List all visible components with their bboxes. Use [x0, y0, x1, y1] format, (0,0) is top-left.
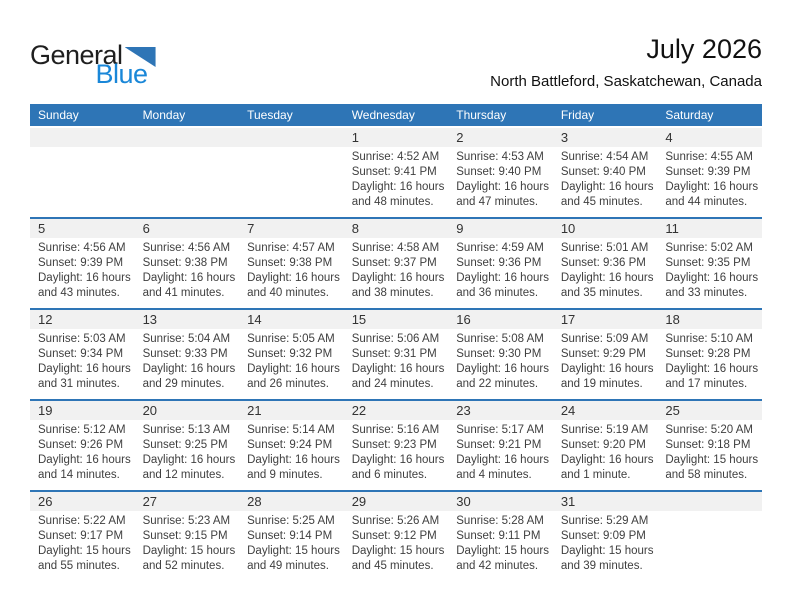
- day-cell: [448, 491, 553, 581]
- sunset-text: Sunset: 9:36 PM: [560, 257, 646, 269]
- daylight-text-line1: Daylight: 16 hours: [456, 363, 549, 375]
- daylight-text-line2: and 42 minutes.: [456, 560, 539, 572]
- day-number: 22: [344, 401, 449, 420]
- week-row: [30, 218, 762, 309]
- title-block: [490, 34, 762, 90]
- day-number: 19: [30, 401, 135, 420]
- daylight-text-line1: Daylight: 16 hours: [351, 454, 445, 466]
- weekday-header-row: [30, 104, 762, 127]
- sunset-text: Sunset: 9:29 PM: [560, 348, 646, 360]
- sunset-text: Sunset: 9:34 PM: [38, 348, 124, 360]
- sunset-text: Sunset: 9:21 PM: [456, 439, 542, 451]
- day-number: 4: [657, 128, 762, 147]
- day-cell: [657, 127, 762, 218]
- daylight-text-line2: and 4 minutes.: [456, 469, 532, 481]
- daylight-text-line1: Daylight: 16 hours: [247, 272, 340, 284]
- weekday-header-monday: Monday: [135, 104, 240, 127]
- sunrise-text: Sunrise: 5:12 AM: [38, 424, 126, 436]
- day-cell: [657, 309, 762, 400]
- daylight-text-line2: and 45 minutes.: [560, 196, 643, 208]
- daylight-text-line1: Daylight: 16 hours: [665, 363, 759, 375]
- sunrise-text: Sunrise: 5:13 AM: [142, 424, 231, 436]
- day-number: 29: [344, 492, 449, 511]
- daylight-text-line2: and 36 minutes.: [456, 287, 539, 299]
- daylight-text-line2: and 26 minutes.: [247, 378, 329, 390]
- sunset-text: Sunset: 9:14 PM: [247, 530, 333, 542]
- weekday-header-saturday: Saturday: [657, 104, 762, 127]
- day-number: 26: [30, 492, 135, 511]
- daylight-text-line2: and 24 minutes.: [351, 378, 434, 390]
- weekday-header-thursday: Thursday: [448, 104, 553, 127]
- day-cell: [135, 127, 240, 218]
- daylight-text-line1: Daylight: 15 hours: [247, 545, 340, 557]
- sunrise-text: Sunrise: 4:56 AM: [38, 242, 126, 254]
- sunrise-text: Sunrise: 4:53 AM: [456, 151, 544, 163]
- day-number: 3: [553, 128, 658, 147]
- sunset-text: Sunset: 9:37 PM: [351, 257, 437, 269]
- day-cell: [448, 127, 553, 218]
- sunrise-text: Sunrise: 5:03 AM: [38, 333, 126, 345]
- sunset-text: Sunset: 9:17 PM: [38, 530, 124, 542]
- sunset-text: Sunset: 9:33 PM: [142, 348, 228, 360]
- daylight-text-line2: and 55 minutes.: [38, 560, 120, 572]
- logo-text-general: General: [30, 40, 123, 70]
- daylight-text-line1: Daylight: 15 hours: [38, 545, 131, 557]
- daylight-text-line2: and 14 minutes.: [38, 469, 120, 481]
- sunrise-text: Sunrise: 5:29 AM: [560, 515, 649, 527]
- sunrise-text: Sunrise: 4:59 AM: [456, 242, 544, 254]
- sunrise-text: Sunrise: 5:22 AM: [38, 515, 126, 527]
- day-cell: [239, 400, 344, 491]
- daylight-text-line1: Daylight: 16 hours: [456, 272, 549, 284]
- sunset-text: Sunset: 9:39 PM: [38, 257, 124, 269]
- sunrise-text: Sunrise: 5:09 AM: [560, 333, 649, 345]
- daylight-text-line1: Daylight: 15 hours: [665, 454, 759, 466]
- sunrise-text: Sunrise: 5:23 AM: [142, 515, 231, 527]
- daylight-text-line2: and 52 minutes.: [142, 560, 225, 572]
- day-cell: [135, 218, 240, 309]
- daylight-text-line1: Daylight: 16 hours: [142, 272, 236, 284]
- sunset-text: Sunset: 9:41 PM: [351, 166, 437, 178]
- day-number: [657, 492, 762, 511]
- general-blue-logo: [30, 40, 156, 89]
- day-cell: [239, 491, 344, 581]
- weekday-header-wednesday: Wednesday: [344, 104, 449, 127]
- day-number: 12: [30, 310, 135, 329]
- day-cell: [135, 491, 240, 581]
- daylight-text-line2: and 39 minutes.: [560, 560, 643, 572]
- daylight-text-line2: and 41 minutes.: [142, 287, 225, 299]
- day-number: 2: [448, 128, 553, 147]
- sunset-text: Sunset: 9:35 PM: [665, 257, 751, 269]
- day-cell: [344, 400, 449, 491]
- day-cell: [239, 309, 344, 400]
- day-cell: [239, 127, 344, 218]
- daylight-text-line1: Daylight: 16 hours: [560, 181, 654, 193]
- sunrise-text: Sunrise: 5:14 AM: [247, 424, 335, 436]
- day-number: 25: [657, 401, 762, 420]
- day-number: 15: [344, 310, 449, 329]
- sunrise-text: Sunrise: 5:28 AM: [456, 515, 544, 527]
- sunrise-text: Sunrise: 4:55 AM: [665, 151, 753, 163]
- daylight-text-line2: and 49 minutes.: [247, 560, 329, 572]
- day-number: 11: [657, 219, 762, 238]
- day-number: 23: [448, 401, 553, 420]
- sunrise-text: Sunrise: 4:58 AM: [351, 242, 440, 254]
- daylight-text-line2: and 6 minutes.: [351, 469, 428, 481]
- sunrise-text: Sunrise: 5:01 AM: [560, 242, 649, 254]
- day-cell: [448, 309, 553, 400]
- day-cell: [553, 400, 658, 491]
- week-row: [30, 491, 762, 581]
- daylight-text-line1: Daylight: 16 hours: [142, 454, 236, 466]
- day-cell: [344, 218, 449, 309]
- day-cell: [135, 309, 240, 400]
- sunset-text: Sunset: 9:25 PM: [142, 439, 228, 451]
- sunset-text: Sunset: 9:30 PM: [456, 348, 542, 360]
- day-cell: [657, 400, 762, 491]
- day-cell: [239, 218, 344, 309]
- day-number: 28: [239, 492, 344, 511]
- day-number: 1: [344, 128, 449, 147]
- daylight-text-line2: and 43 minutes.: [38, 287, 120, 299]
- daylight-text-line1: Daylight: 16 hours: [456, 181, 549, 193]
- day-cell: [657, 491, 762, 581]
- day-number: 27: [135, 492, 240, 511]
- week-row: [30, 127, 762, 218]
- daylight-text-line2: and 17 minutes.: [665, 378, 748, 390]
- daylight-text-line2: and 45 minutes.: [351, 560, 434, 572]
- sunset-text: Sunset: 9:18 PM: [665, 439, 751, 451]
- day-number: [239, 128, 344, 147]
- day-cell: [344, 309, 449, 400]
- daylight-text-line1: Daylight: 16 hours: [247, 363, 340, 375]
- daylight-text-line1: Daylight: 16 hours: [351, 272, 445, 284]
- daylight-text-line2: and 19 minutes.: [560, 378, 643, 390]
- daylight-text-line1: Daylight: 16 hours: [560, 454, 654, 466]
- daylight-text-line2: and 58 minutes.: [665, 469, 748, 481]
- day-number: 21: [239, 401, 344, 420]
- sunset-text: Sunset: 9:36 PM: [456, 257, 542, 269]
- sunrise-text: Sunrise: 5:10 AM: [665, 333, 753, 345]
- sunset-text: Sunset: 9:09 PM: [560, 530, 646, 542]
- weekday-header-sunday: Sunday: [30, 104, 135, 127]
- day-number: 13: [135, 310, 240, 329]
- daylight-text-line1: Daylight: 16 hours: [351, 181, 445, 193]
- day-cell: [30, 309, 135, 400]
- sunset-text: Sunset: 9:15 PM: [142, 530, 228, 542]
- daylight-text-line2: and 1 minute.: [560, 469, 631, 481]
- daylight-text-line2: and 47 minutes.: [456, 196, 539, 208]
- daylight-text-line1: Daylight: 16 hours: [38, 272, 131, 284]
- daylight-text-line1: Daylight: 15 hours: [142, 545, 236, 557]
- sunrise-text: Sunrise: 5:19 AM: [560, 424, 649, 436]
- daylight-text-line1: Daylight: 15 hours: [456, 545, 549, 557]
- daylight-text-line1: Daylight: 16 hours: [665, 272, 759, 284]
- daylight-text-line2: and 12 minutes.: [142, 469, 225, 481]
- day-cell: [344, 491, 449, 581]
- day-cell: [553, 309, 658, 400]
- sunset-text: Sunset: 9:32 PM: [247, 348, 333, 360]
- day-number: [135, 128, 240, 147]
- day-number: 30: [448, 492, 553, 511]
- daylight-text-line1: Daylight: 16 hours: [560, 363, 654, 375]
- day-cell: [30, 218, 135, 309]
- sunset-text: Sunset: 9:39 PM: [665, 166, 751, 178]
- day-number: 6: [135, 219, 240, 238]
- daylight-text-line2: and 40 minutes.: [247, 287, 329, 299]
- sunset-text: Sunset: 9:26 PM: [38, 439, 124, 451]
- daylight-text-line2: and 29 minutes.: [142, 378, 225, 390]
- daylight-text-line2: and 48 minutes.: [351, 196, 434, 208]
- sunset-text: Sunset: 9:12 PM: [351, 530, 437, 542]
- day-cell: [657, 218, 762, 309]
- daylight-text-line1: Daylight: 16 hours: [38, 363, 131, 375]
- daylight-text-line1: Daylight: 16 hours: [142, 363, 236, 375]
- sunrise-text: Sunrise: 5:25 AM: [247, 515, 335, 527]
- day-cell: [553, 218, 658, 309]
- day-number: 7: [239, 219, 344, 238]
- weekday-header-tuesday: Tuesday: [239, 104, 344, 127]
- day-cell: [30, 127, 135, 218]
- day-number: 16: [448, 310, 553, 329]
- daylight-text-line1: Daylight: 16 hours: [560, 272, 654, 284]
- day-number: 31: [553, 492, 658, 511]
- weekday-header-friday: Friday: [553, 104, 658, 127]
- day-cell: [448, 400, 553, 491]
- day-cell: [30, 491, 135, 581]
- sunrise-text: Sunrise: 5:26 AM: [351, 515, 440, 527]
- day-number: [30, 128, 135, 147]
- location-subtitle: North Battleford, Saskatchewan, Canada: [490, 73, 762, 90]
- sunset-text: Sunset: 9:38 PM: [142, 257, 228, 269]
- daylight-text-line2: and 31 minutes.: [38, 378, 120, 390]
- sunrise-text: Sunrise: 4:57 AM: [247, 242, 335, 254]
- sunset-text: Sunset: 9:24 PM: [247, 439, 333, 451]
- day-number: 24: [553, 401, 658, 420]
- day-cell: [553, 491, 658, 581]
- page-header: [30, 34, 762, 90]
- day-number: 8: [344, 219, 449, 238]
- day-number: 18: [657, 310, 762, 329]
- daylight-text-line2: and 22 minutes.: [456, 378, 539, 390]
- daylight-text-line1: Daylight: 15 hours: [351, 545, 445, 557]
- daylight-text-line1: Daylight: 16 hours: [665, 181, 759, 193]
- day-number: 10: [553, 219, 658, 238]
- week-row: [30, 400, 762, 491]
- logo-text-blue: Blue: [95, 59, 148, 89]
- sunrise-text: Sunrise: 4:56 AM: [142, 242, 231, 254]
- sunrise-text: Sunrise: 5:08 AM: [456, 333, 544, 345]
- daylight-text-line1: Daylight: 16 hours: [456, 454, 549, 466]
- day-cell: [553, 127, 658, 218]
- sunrise-text: Sunrise: 4:52 AM: [351, 151, 440, 163]
- daylight-text-line1: Daylight: 16 hours: [351, 363, 445, 375]
- month-title: July 2026: [646, 34, 762, 64]
- sunset-text: Sunset: 9:38 PM: [247, 257, 333, 269]
- sunrise-text: Sunrise: 5:06 AM: [351, 333, 440, 345]
- day-cell: [448, 218, 553, 309]
- daylight-text-line2: and 35 minutes.: [560, 287, 643, 299]
- sunrise-text: Sunrise: 4:54 AM: [560, 151, 649, 163]
- sunset-text: Sunset: 9:31 PM: [351, 348, 437, 360]
- day-cell: [344, 127, 449, 218]
- calendar-table: [30, 104, 762, 581]
- daylight-text-line2: and 44 minutes.: [665, 196, 748, 208]
- daylight-text-line2: and 9 minutes.: [247, 469, 323, 481]
- day-cell: [135, 400, 240, 491]
- daylight-text-line1: Daylight: 16 hours: [38, 454, 131, 466]
- sunset-text: Sunset: 9:20 PM: [560, 439, 646, 451]
- sunrise-text: Sunrise: 5:02 AM: [665, 242, 753, 254]
- sunrise-text: Sunrise: 5:17 AM: [456, 424, 544, 436]
- sunset-text: Sunset: 9:28 PM: [665, 348, 751, 360]
- sunrise-text: Sunrise: 5:05 AM: [247, 333, 335, 345]
- day-number: 20: [135, 401, 240, 420]
- day-number: 17: [553, 310, 658, 329]
- day-number: 5: [30, 219, 135, 238]
- sunset-text: Sunset: 9:40 PM: [560, 166, 646, 178]
- day-number: 9: [448, 219, 553, 238]
- sunrise-text: Sunrise: 5:16 AM: [351, 424, 440, 436]
- sunrise-text: Sunrise: 5:04 AM: [142, 333, 231, 345]
- day-number: 14: [239, 310, 344, 329]
- sunset-text: Sunset: 9:11 PM: [456, 530, 541, 542]
- daylight-text-line2: and 38 minutes.: [351, 287, 434, 299]
- sunrise-text: Sunrise: 5:20 AM: [665, 424, 753, 436]
- daylight-text-line2: and 33 minutes.: [665, 287, 748, 299]
- week-row: [30, 309, 762, 400]
- sunset-text: Sunset: 9:23 PM: [351, 439, 437, 451]
- day-cell: [30, 400, 135, 491]
- daylight-text-line1: Daylight: 15 hours: [560, 545, 654, 557]
- daylight-text-line1: Daylight: 16 hours: [247, 454, 340, 466]
- sunset-text: Sunset: 9:40 PM: [456, 166, 542, 178]
